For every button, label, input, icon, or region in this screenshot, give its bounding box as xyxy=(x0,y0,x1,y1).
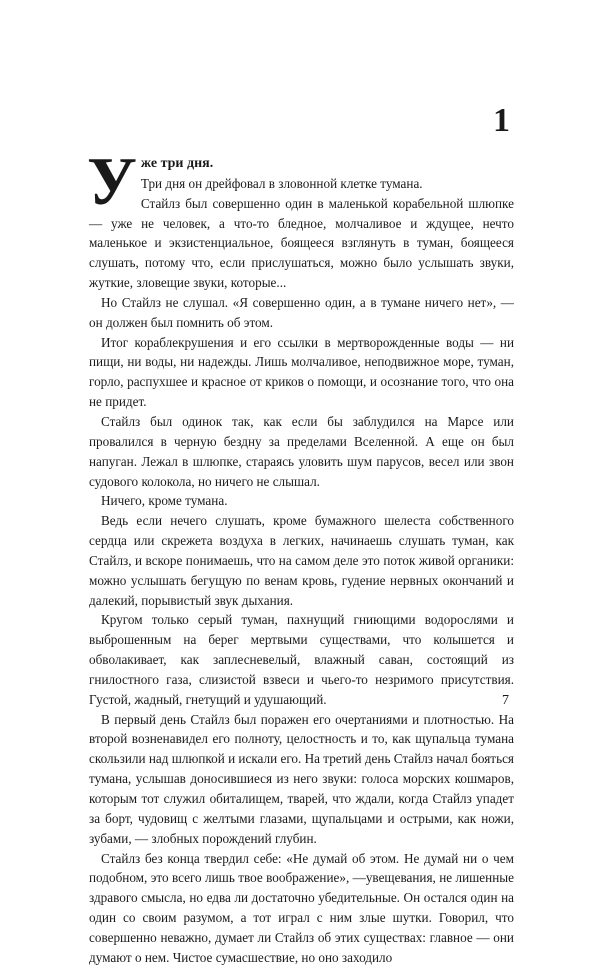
page-number: 7 xyxy=(502,693,509,708)
paragraph: В первый день Стайлз был поражен его очертаниями и плотностью. На второй возненавидел его полноту, целостность и то, как щупальца тумана скользили над шлюпкой и искали его. На третий день Стайлз начал бояться тумана, услышав доносившиеся из него звуки: голоса морских кошмаров, которым тот служил обиталищем, тварей, что ждали, когда Стайлз упадет за борт, чудовищ с желтыми глазами, щупальцами и острыми, как ножи, зубами, — злобных порождений глубин. xyxy=(89,711,514,846)
opening-title: же три дня. xyxy=(140,156,214,171)
paragraph: Кругом только серый туман, пахнущий гниющими водорослями и выброшенным на берег мертвыми существами, что колышется и обволакивает, как заплесневелый, влажный саван, состоящий из гнилостного газа, слизистой взвеси и чьего-то незримого присутствия. Густой, жадный, гнетущий и удушающий. xyxy=(89,612,514,707)
paragraph: Три дня он дрейфовал в зловонной клетке тумана. xyxy=(140,175,423,191)
body-text xyxy=(87,143,514,968)
paragraph: Стайлз был одинок так, как если бы заблудился на Марсе или провалился в черную бездну за пределами Вселенной. А еще он был напуган. Лежал в шлюпке, стараясь уловить шум парусов, весел или звон судового колокола, но ничего не слышал. xyxy=(89,413,514,489)
paragraph: Итог кораблекрушения и его ссылки в мертворожденные воды — ни пищи, ни воды, ни надежды. Лишь молчаливое, неподвижное море, туман, горло, распухшее и красное от криков о помощи, и осознание того, что она не придет. xyxy=(89,334,514,410)
paragraph: Но Стайлз не слушал. «Я совершенно один, а в тумане ничего нет», — он должен был помнить об этом. xyxy=(89,294,514,330)
paragraph: Ничего, кроме тумана. xyxy=(101,493,228,509)
paragraph: Ведь если нечего слушать, кроме бумажного шелеста собственного сердца или скрежета воздуха в легких, начинаешь слушать туман, как Стайлз, и вскоре понимаешь, что на самом деле это поток живой органики: можно услышать бегущую по венам кровь, гудение нервных окончаний и далекий, порывистый звук дыхания. xyxy=(89,513,514,608)
drop-cap-letter: У xyxy=(87,143,137,219)
paragraph: Стайлз без конца твердил себе: «Не думай об этом. Не думай ни о чем подобном, это всего лишь твое воображение», —увещевания, не лишенные здравого смысла, но едва ли достаточно убедительные. Он остался один на один со своим разумом, а тот играл с ним злые шутки. Говорил, что совершенно неважно, думает ли Стайлз об этих существах: главное — они думают о нем. Чистое сумасшествие, но оно заходило xyxy=(89,850,514,965)
chapter-number: 1 xyxy=(493,102,510,139)
paragraph: Стайлз был совершенно один в маленькой корабельной шлюпке — уже не человек, а что-то бледное, молчаливое и ждущее, нечто маленькое и экзистенциальное, боящееся взглянуть в туман, боящееся слушать, потому что, если прислушаться, можно было услышать звуки, жуткие, зловещие звуки, которые... xyxy=(89,195,514,291)
